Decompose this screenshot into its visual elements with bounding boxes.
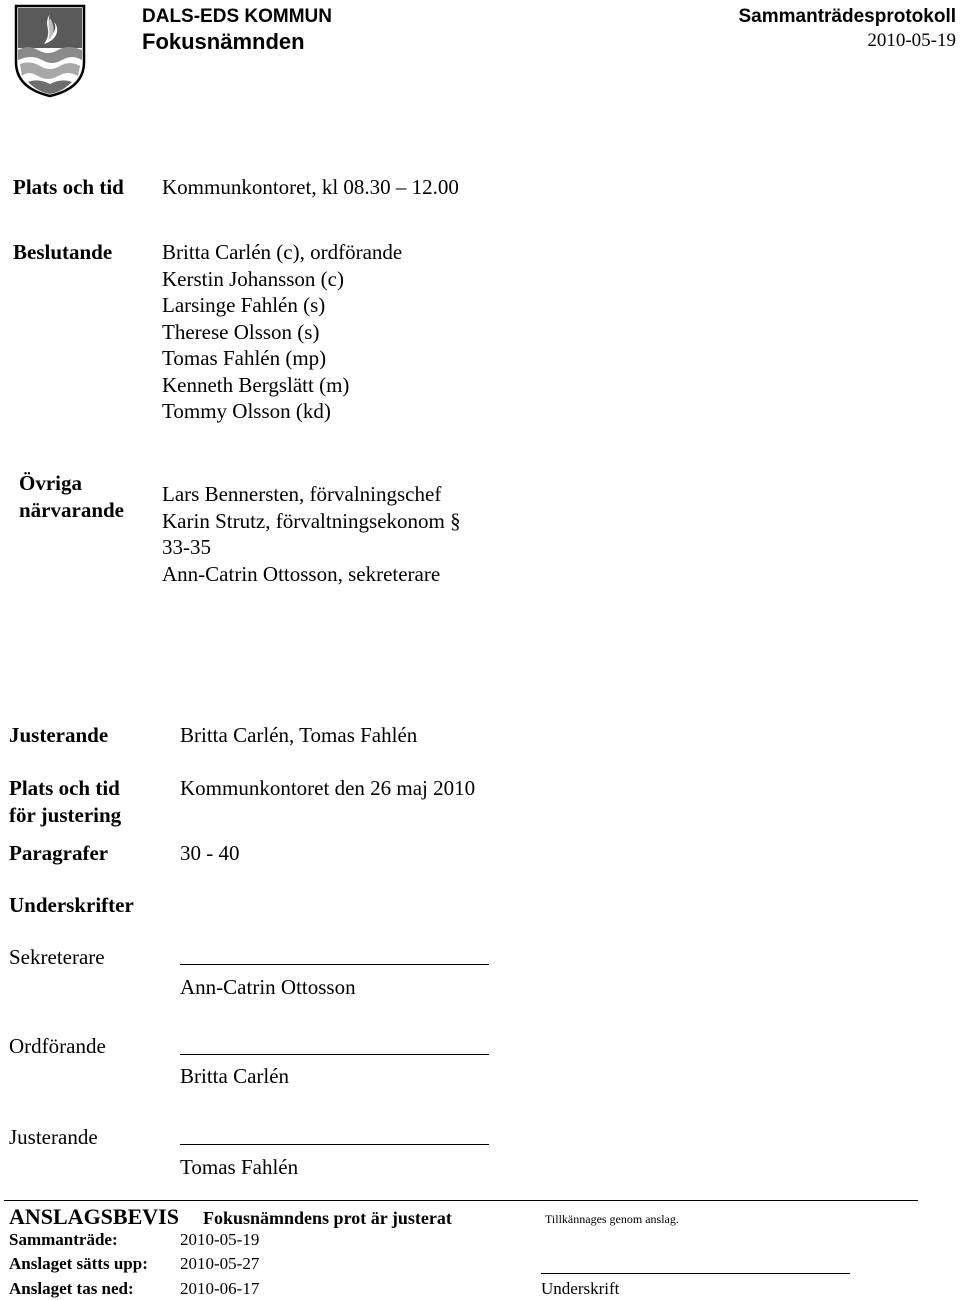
signature-role-adjuster: Justerande — [9, 1125, 98, 1149]
adjustment-place-label — [9, 775, 121, 829]
others-label-line-1: Övriga — [19, 471, 82, 495]
adjustment-place-label-line-2: för justering — [9, 803, 122, 827]
coat-of-arms-icon — [14, 4, 86, 98]
notice-removed-value: 2010-06-17 — [180, 1279, 260, 1298]
others-list — [162, 481, 461, 587]
notice-meeting-value: 2010-05-19 — [180, 1230, 260, 1249]
adjustment-place-label-line-1: Plats och tid — [9, 776, 120, 800]
list-item: Ann-Catrin Ottosson, sekreterare — [162, 561, 441, 586]
notice-posted-value: 2010-05-27 — [180, 1254, 260, 1273]
signature-role-secretary: Sekreterare — [9, 945, 105, 969]
list-item: Lars Bennersten, förvalningschef — [162, 482, 442, 506]
notice-title: ANSLAGSBEVIS — [9, 1204, 179, 1229]
list-item: Tomas Fahlén (mp) — [162, 346, 327, 370]
adjustment-place-value: Kommunkontoret den 26 maj 2010 — [180, 776, 476, 800]
signature-line-secretary — [180, 964, 489, 965]
signature-name-adjuster: Tomas Fahlén — [180, 1155, 299, 1179]
list-item: Larsinge Fahlén (s) — [162, 293, 326, 317]
list-item: Karin Strutz, förvaltningsekonom § — [162, 508, 461, 533]
signature-line-adjuster — [180, 1144, 489, 1145]
document-type: Sammanträdesprotokoll — [738, 6, 956, 27]
place-time-label: Plats och tid — [13, 175, 124, 199]
notice-signature-line — [541, 1273, 850, 1274]
deciding-list — [162, 239, 402, 425]
signatures-heading: Underskrifter — [9, 893, 134, 917]
place-time-value: Kommunkontoret, kl 08.30 – 12.00 — [162, 175, 459, 199]
document-date: 2010-05-19 — [867, 30, 956, 51]
signature-name-secretary: Ann-Catrin Ottosson — [180, 975, 356, 999]
signature-role-chair: Ordförande — [9, 1034, 106, 1058]
list-item: 33-35 — [162, 535, 211, 559]
signature-name-chair: Britta Carlén — [180, 1064, 290, 1088]
list-item: Kerstin Johansson (c) — [162, 266, 344, 291]
notice-certified-note: Tillkännages genom anslag. — [545, 1212, 679, 1226]
list-item: Therese Olsson (s) — [162, 319, 320, 344]
others-label — [19, 470, 124, 524]
adjuster-label: Justerande — [9, 723, 109, 747]
list-item: Britta Carlén (c), ordförande — [162, 240, 403, 264]
paragraphs-value: 30 - 40 — [180, 841, 240, 865]
committee-name: Fokusnämnden — [142, 29, 305, 54]
notice-signature-label: Underskrift — [541, 1279, 620, 1298]
municipality-name: DALS-EDS KOMMUN — [142, 6, 332, 27]
list-item: Tommy Olsson (kd) — [162, 399, 331, 423]
notice-divider — [4, 1200, 918, 1201]
deciding-label: Beslutande — [13, 240, 113, 264]
notice-subtitle: Fokusnämndens prot är justerat — [203, 1208, 452, 1228]
notice-meeting-label: Sammanträde: — [9, 1230, 118, 1249]
adjuster-value: Britta Carlén, Tomas Fahlén — [180, 723, 418, 747]
list-item: Kenneth Bergslätt (m) — [162, 372, 350, 397]
notice-posted-label: Anslaget sätts upp: — [9, 1254, 148, 1273]
others-label-line-2: närvarande — [19, 498, 124, 522]
signature-line-chair — [180, 1054, 489, 1055]
notice-removed-label: Anslaget tas ned: — [9, 1279, 134, 1298]
paragraphs-label: Paragrafer — [9, 841, 109, 865]
